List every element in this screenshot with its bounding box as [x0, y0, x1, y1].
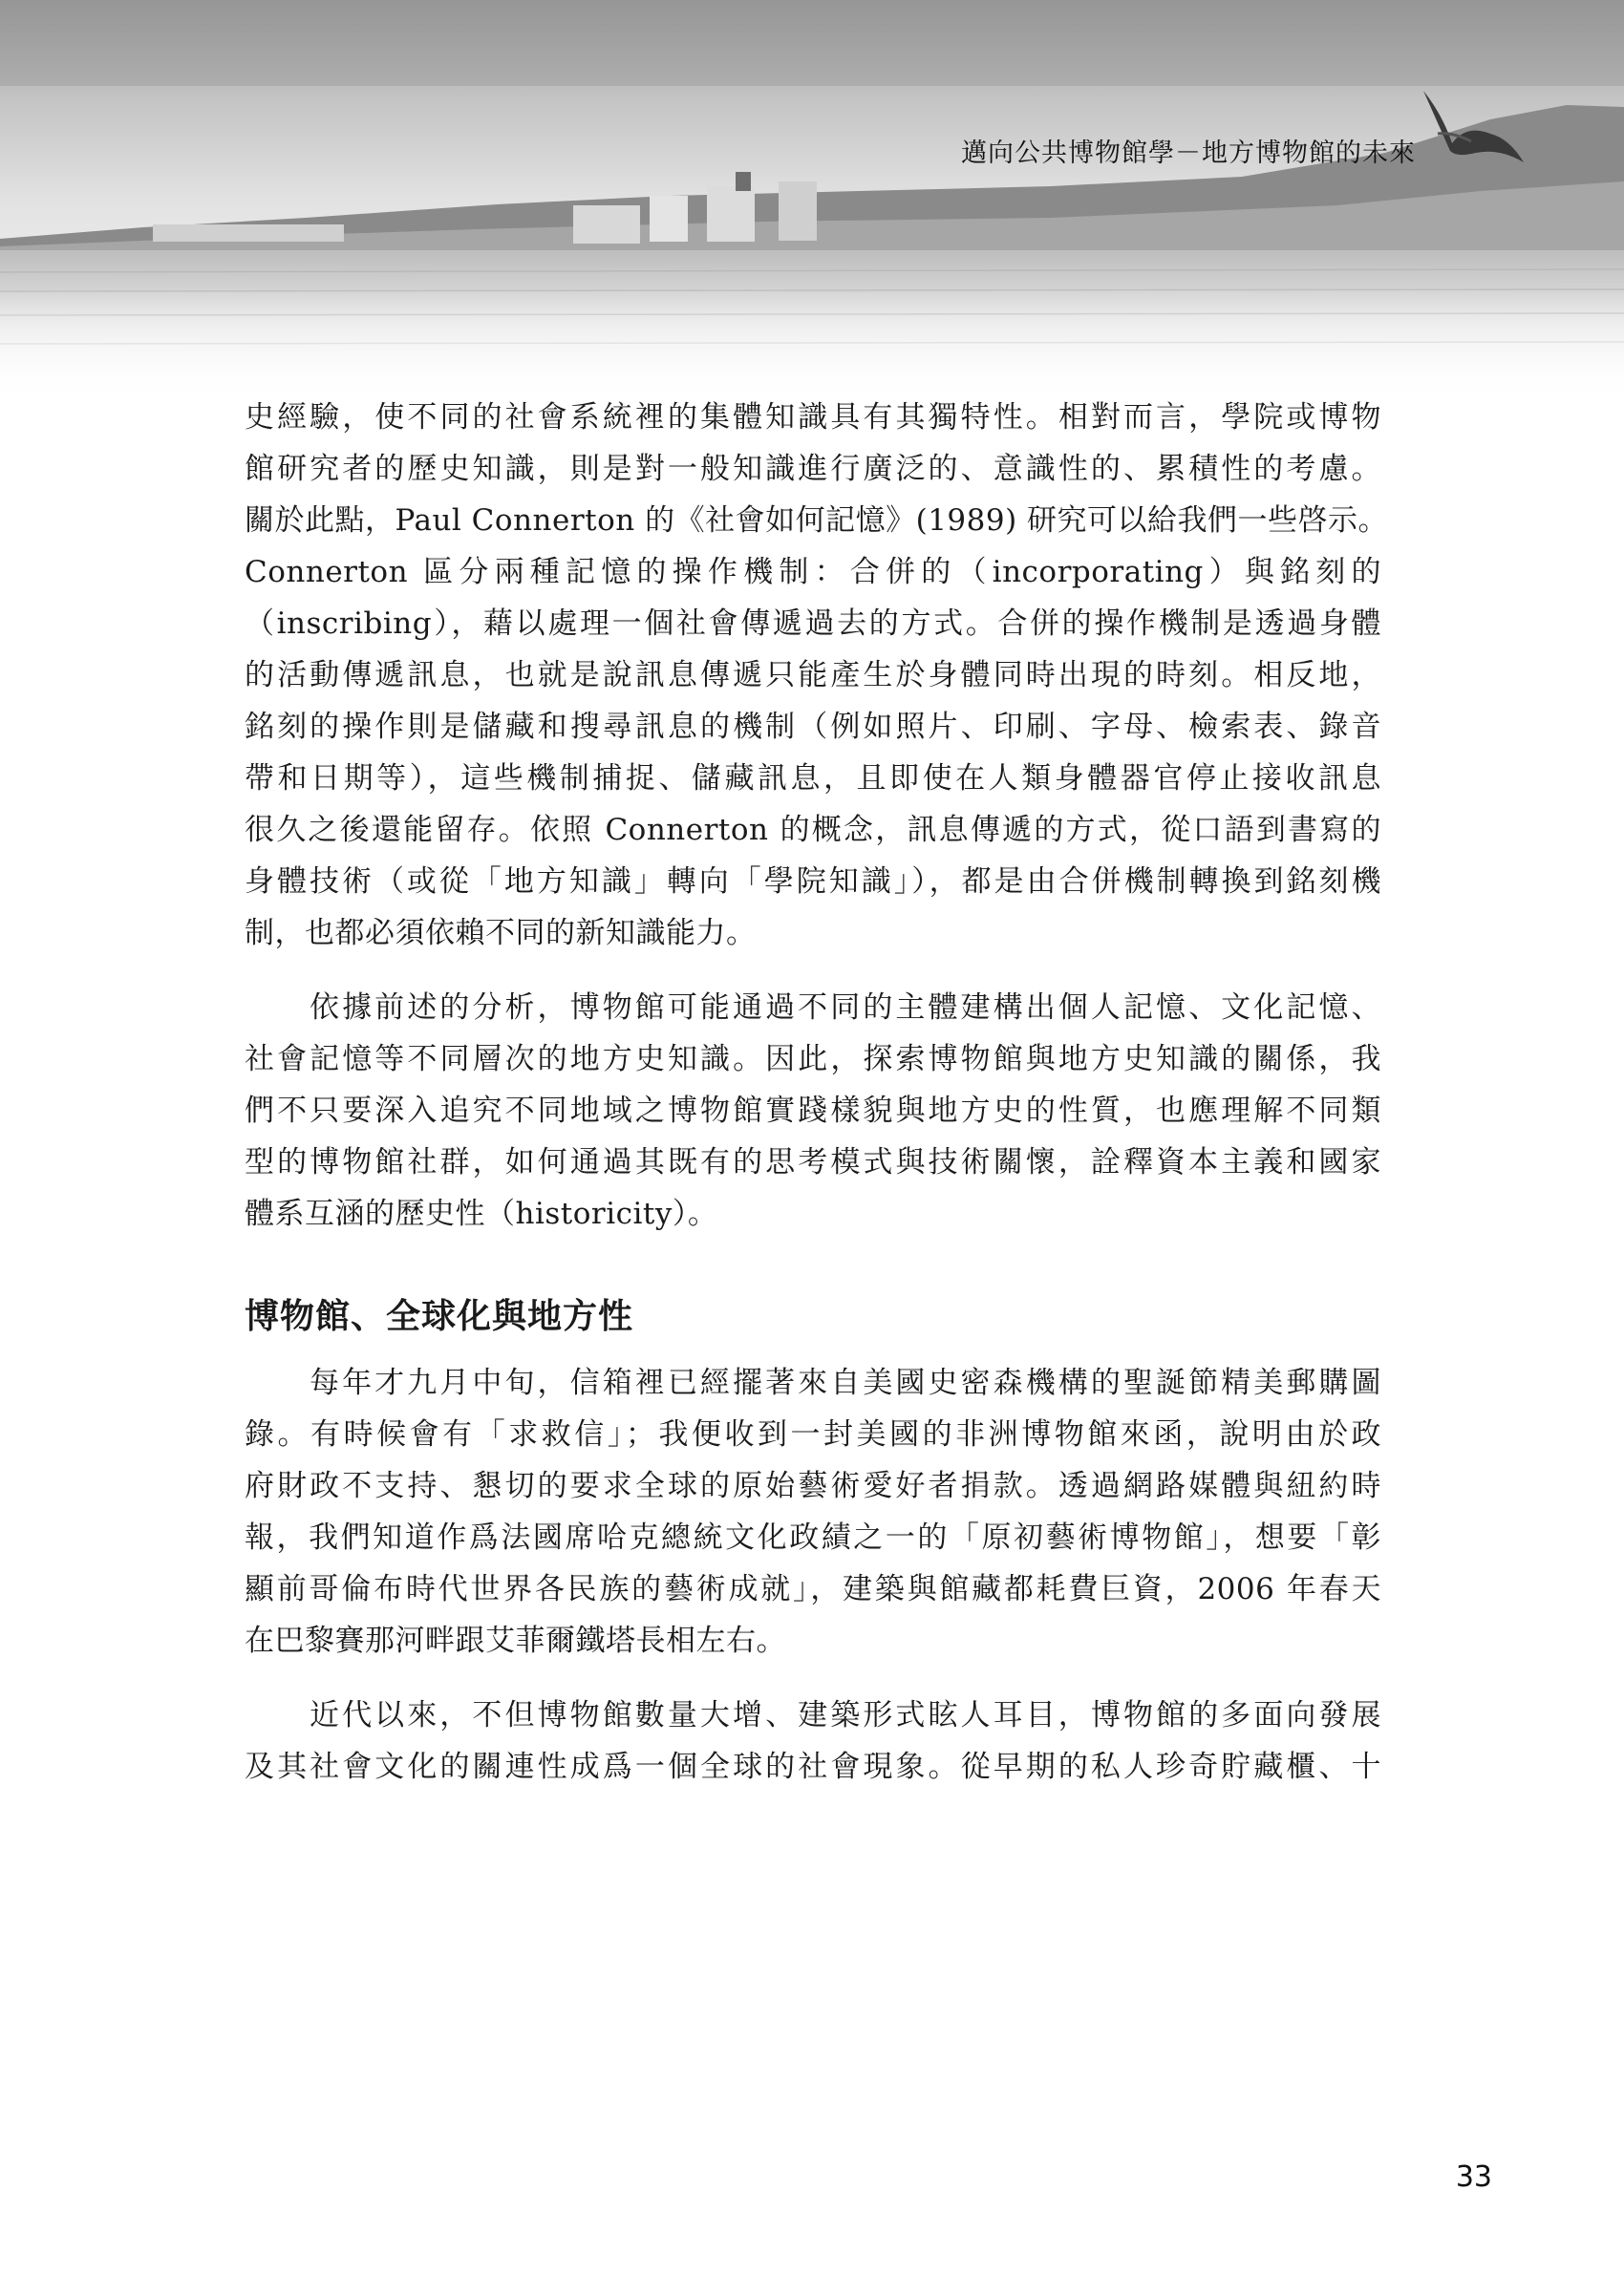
text-line: 帶和日期等），這些機制捕捉、儲藏訊息，且即使在人類身體器官停止接收訊息 — [245, 761, 1381, 796]
text-line: 錄。有時候會有「求救信」；我便收到一封美國的非洲博物館來函，說明由於政 — [245, 1417, 1381, 1452]
section-paragraph-2 — [245, 1690, 1381, 1793]
coastal-landscape-image — [0, 0, 1624, 401]
section-heading: 博物館、全球化與地方性 — [245, 1297, 634, 1336]
text-line: 史經驗，使不同的社會系統裡的集體知識具有其獨特性。相對而言，學院或博物 — [245, 400, 1381, 435]
text-line: 近代以來，不但博物館數量大增、建築形式眩人耳目，博物館的多面向發展 — [310, 1698, 1381, 1733]
text-line: 館研究者的歷史知識，則是對一般知識進行廣泛的、意識性的、累積性的考慮。 — [245, 452, 1381, 486]
text-line: 顯前哥倫布時代世界各民族的藝術成就」，建築與館藏都耗費巨資，2006 年春天 — [245, 1572, 1381, 1606]
text-line: 身體技術（或從「地方知識」轉向「學院知識」），都是由合併機制轉換到銘刻機 — [245, 864, 1381, 899]
page-number: 33 — [1455, 2160, 1492, 2194]
text-line: 銘刻的操作則是儲藏和搜尋訊息的機制（例如照片、印刷、字母、檢索表、錄音 — [245, 710, 1381, 744]
text-line: 依據前述的分析，博物館可能通過不同的主體建構出個人記憶、文化記憶、 — [310, 990, 1381, 1025]
paragraph-2 — [245, 982, 1381, 1240]
running-header-title: 邁向公共博物館學－地方博物館的未來 — [961, 138, 1416, 168]
text-line: 關於此點，Paul Connerton 的《社會如何記憶》(1989) 研究可以給我們一些啓示。 — [245, 503, 1389, 538]
header-banner-photo — [0, 0, 1624, 401]
text-line: 在巴黎賽那河畔跟艾菲爾鐵塔長相左右。 — [245, 1624, 786, 1658]
text-line: 們不只要深入追究不同地域之博物館實踐樣貌與地方史的性質，也應理解不同類 — [245, 1094, 1381, 1128]
text-line: Connerton 區分兩種記憶的操作機制：合併的（incorporating）與銘刻的 — [245, 555, 1381, 589]
text-line: 型的博物館社群，如何通過其既有的思考模式與技術關懷，詮釋資本主義和國家 — [245, 1145, 1381, 1180]
text-line: 的活動傳遞訊息，也就是說訊息傳遞只能產生於身體同時出現的時刻。相反地， — [245, 658, 1381, 692]
section-paragraph-1 — [245, 1357, 1381, 1667]
text-line: 很久之後還能留存。依照 Connerton 的概念，訊息傳遞的方式，從口語到書寫的 — [245, 813, 1381, 847]
text-line: 制，也都必須依賴不同的新知識能力。 — [245, 916, 757, 950]
text-line: （inscribing），藉以處理一個社會傳遞過去的方式。合併的操作機制是透過身體 — [245, 606, 1381, 641]
main-content — [245, 392, 1389, 1816]
paragraph-1 — [245, 392, 1389, 959]
text-line: 及其社會文化的關連性成爲一個全球的社會現象。從早期的私人珍奇貯藏櫃、十 — [245, 1750, 1381, 1784]
text-line: 社會記憶等不同層次的地方史知識。因此，探索博物館與地方史知識的關係，我 — [245, 1042, 1381, 1076]
text-line: 報，我們知道作爲法國席哈克總統文化政績之一的「原初藝術博物館」，想要「彰 — [245, 1520, 1381, 1555]
text-line: 每年才九月中旬，信箱裡已經擺著來自美國史密森機構的聖誕節精美郵購圖 — [310, 1366, 1381, 1400]
text-line: 體系互涵的歷史性（historicity）。 — [245, 1197, 718, 1231]
text-line: 府財政不支持、懇切的要求全球的原始藝術愛好者捐款。透過網路媒體與紐約時 — [245, 1469, 1381, 1503]
